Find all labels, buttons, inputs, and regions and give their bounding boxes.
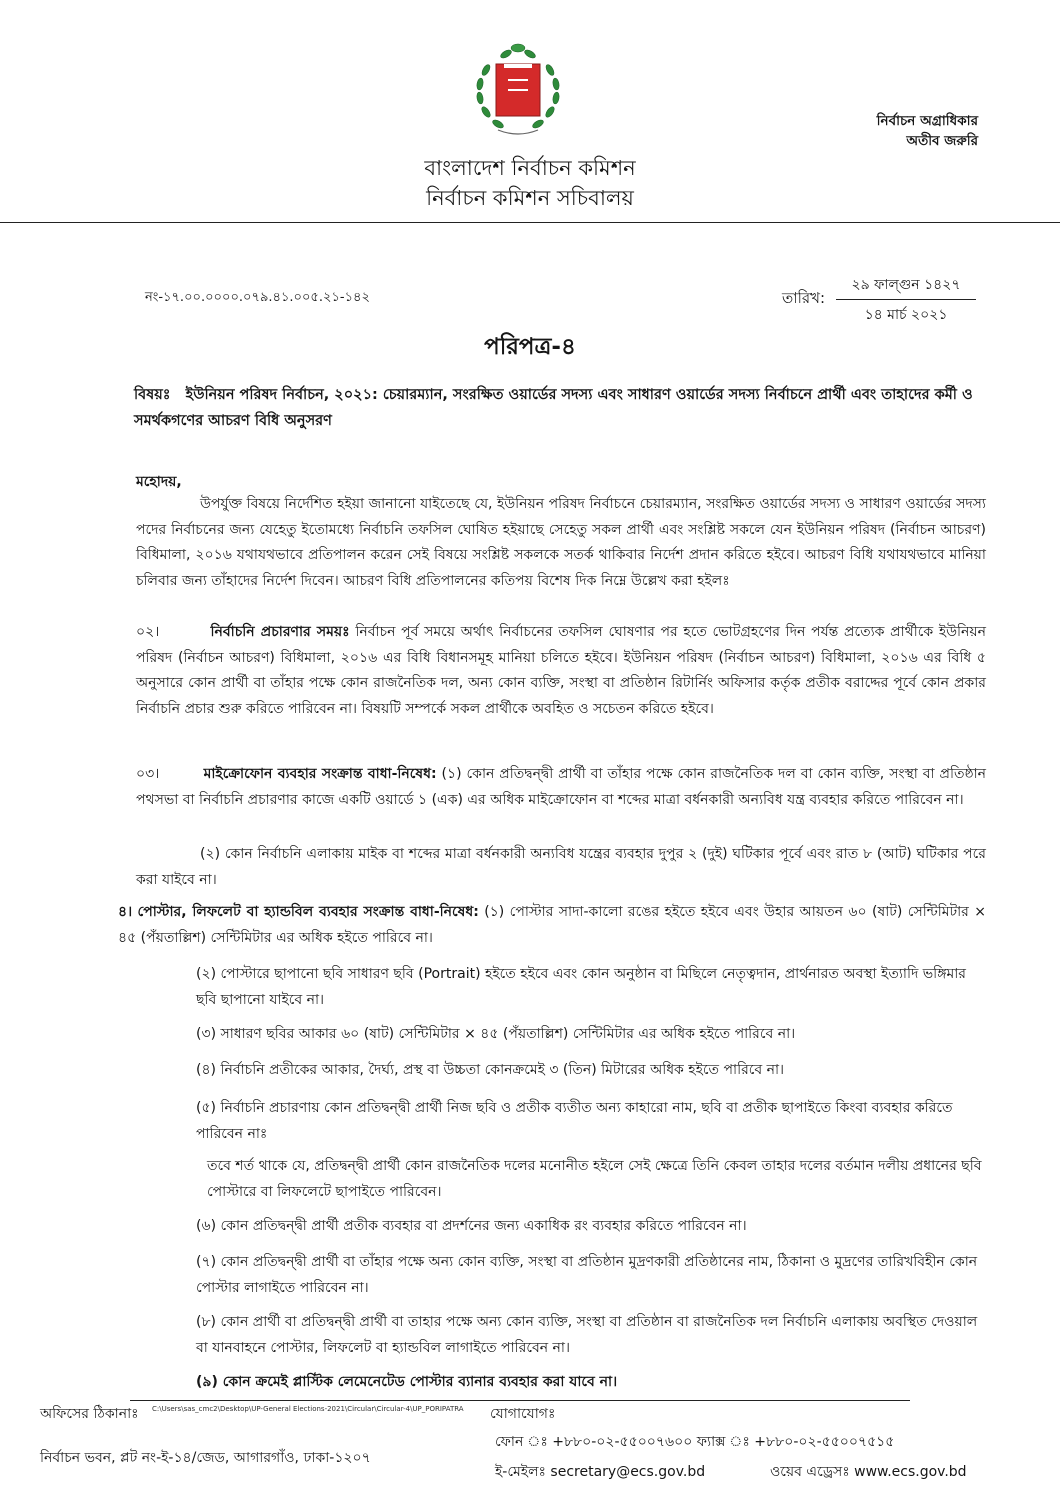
paragraph-heading: নির্বাচনি প্রচারণার সময়ঃ (210, 624, 350, 640)
salutation: মহোদয়, (136, 474, 182, 490)
email-address[interactable]: ই-মেইলঃ secretary@ecs.gov.bd (495, 1464, 706, 1480)
microphone-sub-2: (২) কোন নির্বাচনি এলাকায় মাইক বা শব্দের মাত্রা বর্ধনকারী অন্যবিধ যন্ত্রের ব্যবহার দুপুর ২ (দুই) ঘটিকার পূর্বে এবং রাত ৮ (আট) ঘটিকার পরে করা যাইবে না। (136, 846, 986, 888)
paragraph-number: ০৩। (136, 766, 160, 782)
paragraph-number: ০২। (136, 624, 160, 640)
poster-rule-4: (৪) নির্বাচনি প্রতীকের আকার, দৈর্ঘ্য, প্রস্থ বা উচ্চতা কোনক্রমেই ৩ (তিন) মিটারের অধিক হইতে পারিবে না। (196, 1062, 785, 1078)
paragraph-campaign-time (136, 620, 986, 722)
paragraph-text: (১) পোস্টার সাদা-কালো রঙের হইতে হইবে এবং উহার আয়তন ৬০ (ষাট) সেন্টিমিটার × ৪৫ (পঁয়তাল্লিশ) সেন্টিমিটার এর অধিক হইতে পারিবে না। (118, 904, 987, 946)
date-english: ১৪ মার্চ ২০২১ (864, 307, 948, 323)
secretariat-name: নির্বাচন কমিশন সচিবালয় (426, 186, 634, 210)
date-block (836, 273, 976, 327)
reference-number: নং-১৭.০০.০০০০.০৭৯.৪১.০০৫.২১-১৪২ (145, 290, 370, 305)
poster-rule-9: (৯) কোন ক্রমেই প্লাস্টিক লেমেনেটেড পোস্টার ব্যানার ব্যবহার করা যাবে না। (196, 1374, 618, 1390)
subject-block (134, 382, 994, 434)
paragraph-text: (১) কোন প্রতিদ্বন্দ্বী প্রার্থী বা তাঁহার পক্ষে কোন রাজনৈতিক দল বা কোন ব্যক্তি, সংস্থা বা প্রতিষ্ঠান পথসভা বা নির্বাচনি প্রচারণার কাজে একটি ওয়ার্ডে ১ (এক) এর অধিক মাইক্রোফোন বা শব্দের মাত্রা বর্ধনকারী অন্যবিধ যন্ত্র ব্যবহার করিতে পারিবেন না। (136, 766, 986, 808)
poster-rule-8: (৮) কোন প্রার্থী বা প্রতিদ্বন্দ্বী প্রার্থী বা তাহার পক্ষে অন্য কোন ব্যক্তি, সংস্থা বা প্রতিষ্ঠান বা রাজনৈতিক দল নির্বাচনি এলাকায় অবস্থিত দেওয়াল বা যানবাহনে পোস্টার, লিফলেট বা হ্যান্ডবিল লাগাইতে পারিবেন না। (196, 1314, 978, 1356)
circular-title: পরিপত্র-৪ (484, 334, 576, 360)
paragraph-intro: উপর্যুক্ত বিষয়ে নির্দেশিত হইয়া জানানো যাইতেছে যে, ইউনিয়ন পরিষদ নির্বাচনে চেয়ারম্যান, সংরক্ষিত ওয়ার্ডের সদস্য ও সাধারণ ওয়ার্ডের সদস্য পদের নির্বাচনের জন্য যেহেতু ইতোমধ্যে নির্বাচনি তফসিল ঘোষিত হইয়াছে সেহেতু সকল প্রার্থী এবং সংশ্লিষ্ট সকলে যেন ইউনিয়ন পরিষদ (নির্বাচন আচরণ) বিধিমালা, ২০১৬ যথাযথভাবে প্রতিপালন করেন সেই বিষয়ে সংশ্লিষ্ট সকলকে সতর্ক থাকিবার নির্দেশ প্রদান করিতে হইবে। আচরণ বিধি যথাযথভাবে মানিয়া চলিবার জন্য তাঁহাদের নির্দেশ দিবেন। আচরণ বিধি প্রতিপালনের কতিপয় বিশেষ দিক নিম্নে উল্লেখ করা হইলঃ (136, 496, 986, 589)
header-divider (0, 222, 1060, 223)
office-address: নির্বাচন ভবন, প্লট নং-ই-১৪/জেড, আগারগাঁও, ঢাকা-১২০৭ (40, 1450, 371, 1466)
paragraph-poster (118, 900, 986, 951)
contact-label: যোগাযোগঃ (490, 1406, 556, 1422)
poster-rule-3: (৩) সাধারণ ছবির আকার ৬০ (ষাট) সেন্টিমিটার × ৪৫ (পঁয়তাল্লিশ) সেন্টিমিটার এর অধিক হইতে পারিবে না। (196, 1026, 796, 1042)
paragraph-heading: মাইক্রোফোন ব্যবহার সংক্রান্ত বাধা-নিষেধ: (203, 766, 437, 782)
phone-fax: ফোন ঃ +৮৮০-০২-৫৫০০৭৬০০ ফ্যাক্স ঃ +৮৮০-০২-৫৫০০৭৫১৫ (495, 1434, 895, 1450)
date-bangla: ২৯ ফাল্গুন ১৪২৭ (836, 273, 976, 300)
file-path: C:\Users\sas_cmc2\Desktop\UP-General Elections-2021\Circular\Circular-4\UP_PORIPATRA (152, 1405, 464, 1413)
emblem-icon (468, 40, 568, 140)
date-label: তারিখ: (782, 289, 826, 307)
poster-rule-5: (৫) নির্বাচনি প্রচারণায় কোন প্রতিদ্বন্দ্বী প্রার্থী নিজ ছবি ও প্রতীক ব্যতীত অন্য কাহারো নাম, ছবি বা প্রতীক ছাপাইতে কিংবা ব্যবহার করিতে পারিবেন নাঃ (196, 1100, 953, 1142)
paragraph-heading: পোস্টার, লিফলেট বা হ্যান্ডবিল ব্যবহার সংক্রান্ত বাধা-নিষেধ: (137, 904, 479, 920)
paragraph-number: ৪। (118, 904, 133, 920)
poster-rule-5-proviso: তবে শর্ত থাকে যে, প্রতিদ্বন্দ্বী প্রার্থী কোন রাজনৈতিক দলের মনোনীত হইলে সেই ক্ষেত্রে তিনি কেবল তাহার দলের বর্তমান দলীয় প্রধানের ছবি পোস্টারে বা লিফলেটে ছাপাইতে পারিবেন। (207, 1158, 982, 1200)
poster-rule-2: (২) পোস্টারে ছাপানো ছবি সাধারণ ছবি (Portrait) হইতে হইবে এবং কোন অনুষ্ঠান বা মিছিলে নেতৃত্বদান, প্রার্থনারত অবস্থা ইত্যাদি ভঙ্গিমার ছবি ছাপানো যাইবে না। (196, 966, 967, 1008)
subject-label: বিষয়ঃ (134, 387, 171, 403)
poster-rule-6: (৬) কোন প্রতিদ্বন্দ্বী প্রার্থী প্রতীক ব্যবহার বা প্রদর্শনের জন্য একাধিক রং ব্যবহার করিতে পারিবেন না। (196, 1218, 747, 1234)
website-address[interactable]: ওয়েব এড্রেসঃ www.ecs.gov.bd (770, 1464, 967, 1480)
priority-line-2: অতীব জরুরি (906, 133, 978, 149)
footer-divider (130, 1400, 910, 1401)
election-commission-logo (468, 40, 568, 140)
office-address-label: অফিসের ঠিকানাঃ (40, 1406, 139, 1422)
poster-rule-7: (৭) কোন প্রতিদ্বন্দ্বী প্রার্থী বা তাঁহার পক্ষে অন্য কোন ব্যক্তি, সংস্থা বা প্রতিষ্ঠান মুদ্রণকারী প্রতিষ্ঠানের নাম, ঠিকানা ও মুদ্রণের তারিখবিহীন কোন পোস্টার লাগাইতে পারিবেন না। (196, 1254, 978, 1296)
paragraph-microphone (136, 762, 986, 813)
paragraph-text: নির্বাচন পূর্ব সময়ে অর্থাৎ নির্বাচনের তফসিল ঘোষণার পর হতে ভোটগ্রহণের দিন পর্যন্ত প্রত্যেক প্রার্থীকে ইউনিয়ন পরিষদ (নির্বাচন আচরণ) বিধিমালা, ২০১৬ এর বিধি বিধানসমূহ মানিয়া চলিতে হইবে। ইউনিয়ন পরিষদ (নির্বাচন আচরণ) বিধিমালা, ২০১৬ এর বিধি ৫ অনুসারে কোন প্রার্থী বা তাঁহার পক্ষে কোন রাজনৈতিক দল, অন্য কোন ব্যক্তি, সংস্থা বা প্রতিষ্ঠান রিটার্নিং অফিসার কর্তৃক প্রতীক বরাদ্দের পূর্বে কোন প্রকার নির্বাচনি প্রচার শুরু করিতে পারিবেন না। বিষয়টি সম্পর্কে সকল প্রার্থীকে অবহিত ও সচেতন করিতে হইবে। (136, 624, 987, 717)
priority-line-1: নির্বাচন অগ্রাধিকার (876, 113, 978, 129)
organization-name: বাংলাদেশ নির্বাচন কমিশন (424, 156, 636, 180)
subject-text: ইউনিয়ন পরিষদ নির্বাচন, ২০২১: চেয়ারম্যান, সংরক্ষিত ওয়ার্ডের সদস্য এবং সাধারণ ওয়ার্ডের সদস্য নির্বাচনে প্রার্থী এবং তাহাদের কর্মী ও সমর্থকগণের আচরণ বিধি অনুসরণ (134, 387, 973, 429)
